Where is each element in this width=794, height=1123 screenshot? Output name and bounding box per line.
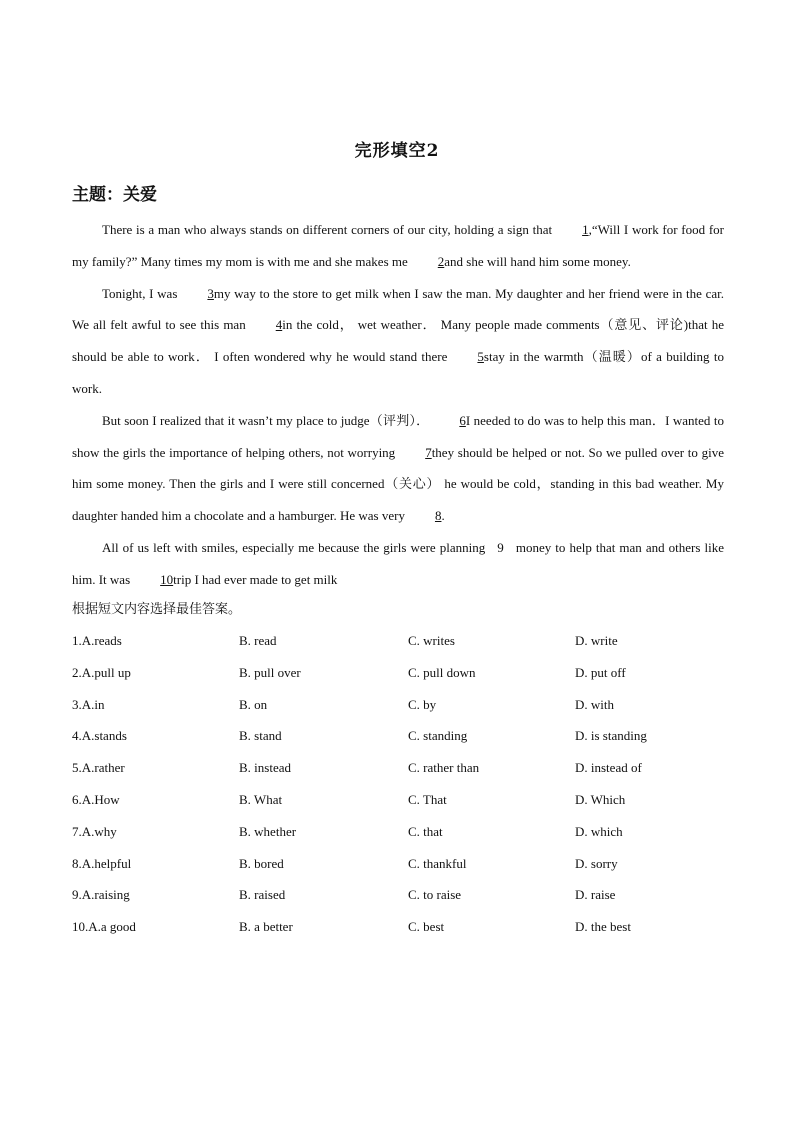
blank-1: 1 (582, 222, 589, 237)
option-a: 3.A.in (72, 696, 105, 712)
option-b: B. a better (239, 919, 293, 935)
option-a: 6.A.How (72, 791, 120, 807)
cloze-passage (72, 214, 724, 596)
option-a: 4.A.stands (72, 728, 127, 744)
blank-6: 6 (459, 412, 466, 428)
blank-2: 2 (437, 253, 445, 269)
option-c: C. thankful (408, 855, 467, 871)
option-c: C. by (408, 696, 437, 712)
option-a: 1.A.reads (72, 633, 122, 648)
option-d: D. put off (575, 664, 626, 680)
option-c: C. to raise (408, 887, 462, 903)
blank-9: 9 (497, 539, 504, 555)
blank-7: 7 (425, 444, 432, 460)
option-b: B. on (239, 696, 268, 712)
option-c: C. That (408, 791, 447, 807)
option-a: 9.A.raising (72, 887, 130, 903)
passage-text: . (441, 508, 445, 524)
question-row (72, 720, 724, 752)
option-b: B. What (239, 791, 283, 807)
option-b: B. pull over (239, 664, 301, 680)
option-d: D. instead of (575, 760, 642, 776)
question-row (72, 657, 724, 689)
option-c: C. rather than (408, 760, 480, 776)
passage-text: But soon I realized that it wasn’t my place to judge（评判）． (102, 412, 430, 428)
option-c: C. pull down (408, 664, 476, 680)
passage-text: I needed to do was to help this man．I wanted to show the girls the importance of helping others, not worrying (72, 412, 724, 460)
passage-text: in the cold， wet weather． Many people made comments（意见、评论)that he should be able to work． I often wondered why he would stand there (72, 317, 724, 365)
question-row (72, 752, 724, 784)
option-a: 7.A.why (72, 823, 117, 839)
passage-paragraph (72, 405, 724, 532)
passage-text: There is a man who always stands on different corners of our city, holding a sign that (102, 222, 553, 237)
question-row (72, 816, 724, 848)
option-b: B. whether (239, 823, 297, 839)
option-b: B. read (239, 633, 277, 648)
option-d: D. write (575, 633, 618, 648)
option-d: D. with (575, 696, 614, 712)
passage-text: they should be helped or not. So we pulled over to give him some money. Then the girls and I were still concerned（关心） he would be cold，standing in this bad weather. My daughter handed him a chocolate and a hamburger. He was very (72, 444, 724, 524)
option-d: D. Which (575, 791, 626, 807)
option-d: D. the best (575, 919, 631, 935)
option-d: D. is standing (575, 728, 647, 744)
question-row (72, 784, 724, 816)
passage-text: and she will hand him some money. (444, 253, 631, 269)
option-c: C. writes (408, 633, 455, 648)
question-row (72, 848, 724, 880)
blank-3: 3 (207, 285, 214, 301)
question-row (72, 879, 724, 911)
passage-text: money to help that man and others like him. It was (72, 539, 724, 587)
option-d: D. which (575, 823, 623, 839)
blank-8: 8 (434, 508, 442, 524)
option-b: B. instead (239, 760, 291, 776)
blank-10: 10 (160, 571, 174, 587)
passage-paragraph (72, 278, 724, 405)
option-b: B. stand (239, 728, 282, 744)
passage-text: my way to the store to get milk when I saw the man. My daughter and her friend were in the car. We all felt awful to see this man (72, 285, 724, 333)
question-row (72, 911, 724, 943)
question-row (72, 625, 724, 657)
theme-heading: 主题：关爱 (72, 185, 157, 205)
option-c: C. standing (408, 728, 468, 744)
passage-text: trip I had ever made to get milk (173, 571, 338, 587)
question-row (72, 689, 724, 721)
option-a: 2.A.pull up (72, 664, 131, 680)
passage-text: stay in the warmth（温暖）of a building to work. (72, 349, 724, 396)
option-a: 10.A.a good (72, 919, 136, 935)
option-c: C. that (408, 823, 443, 839)
option-d: D. sorry (575, 855, 618, 871)
option-b: B. bored (239, 855, 284, 871)
option-c: C. best (408, 919, 445, 935)
blank-4: 4 (275, 317, 283, 333)
page-title: 完形填空2 (354, 141, 440, 161)
option-a: 5.A.rather (72, 760, 125, 776)
answer-options (72, 625, 724, 943)
option-b: B. raised (239, 887, 286, 903)
passage-text: ,“Will I work for food for my family?” Many times my mom is with me and she makes me (72, 222, 724, 269)
option-d: D. raise (575, 887, 616, 903)
passage-paragraph (72, 532, 724, 596)
option-a: 8.A.helpful (72, 855, 132, 871)
blank-5: 5 (477, 349, 484, 365)
passage-text: Tonight, I was (102, 285, 178, 301)
instruction-text: 根据短文内容选择最佳答案。 (72, 602, 242, 617)
passage-text: All of us left with smiles, especially me because the girls were planning (102, 539, 490, 555)
passage-paragraph (72, 214, 724, 278)
